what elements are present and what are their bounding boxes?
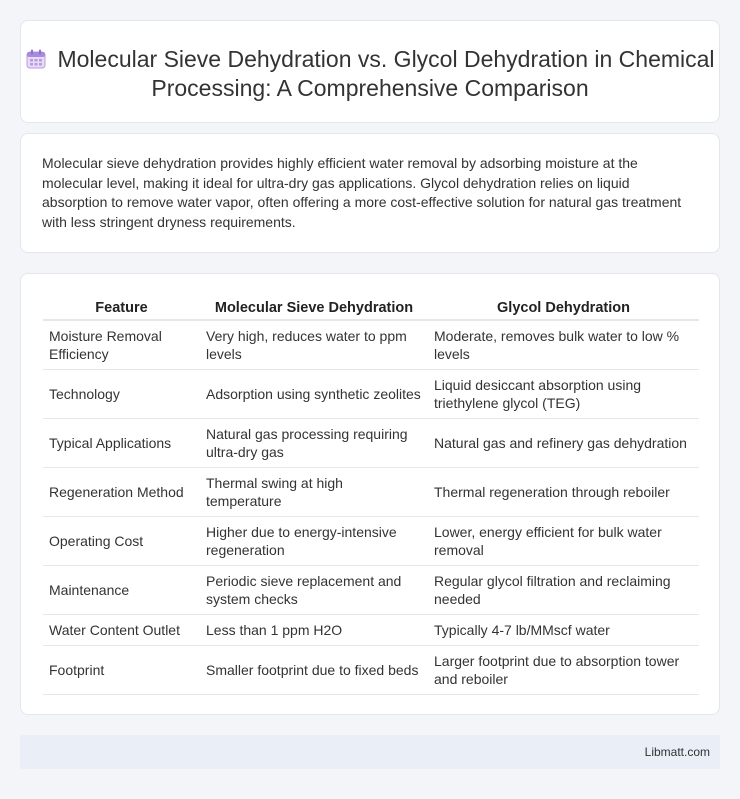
glycol-cell: Regular glycol filtration and reclaiming needed [428, 565, 699, 614]
glycol-cell: Typically 4-7 lb/MMscf water [428, 614, 699, 645]
feature-cell: Typical Applications [43, 418, 200, 467]
molecular-sieve-cell: Thermal swing at high temperature [200, 467, 428, 516]
summary-text: Molecular sieve dehydration provides highly efficient water removal by adsorbing moisture at the molecular level, making it ideal for ultra-dry gas applications. Glycol dehydration relies on liquid absorption to remove water vapor, often offering a more cost-effective solution for natural gas treatment with less stringent dryness requirements. [42, 155, 682, 230]
feature-cell: Technology [43, 369, 200, 418]
feature-cell: Regeneration Method [43, 467, 200, 516]
table-row [43, 418, 699, 467]
summary-card [20, 133, 720, 253]
table-row [43, 614, 699, 645]
molecular-sieve-cell: Higher due to energy-intensive regeneration [200, 516, 428, 565]
glycol-cell: Moderate, removes bulk water to low % levels [428, 320, 699, 369]
title-card [20, 20, 720, 123]
feature-cell: Maintenance [43, 565, 200, 614]
comparison-card [20, 273, 720, 715]
molecular-sieve-cell: Adsorption using synthetic zeolites [200, 369, 428, 418]
footer-site-link[interactable]: Libmatt.com [644, 745, 710, 759]
feature-cell: Footprint [43, 645, 200, 694]
page-title-text: Molecular Sieve Dehydration vs. Glycol Dehydration in Chemical Processing: A Comprehensive Comparison [57, 46, 715, 101]
table-row [43, 645, 699, 694]
molecular-sieve-cell: Smaller footprint due to fixed beds [200, 645, 428, 694]
molecular-sieve-cell: Natural gas processing requiring ultra-dry gas [200, 418, 428, 467]
table-row [43, 320, 699, 369]
feature-cell: Operating Cost [43, 516, 200, 565]
table-row [43, 467, 699, 516]
molecular-sieve-cell: Very high, reduces water to ppm levels [200, 320, 428, 369]
header-feature: Feature [43, 296, 200, 320]
molecular-sieve-cell: Less than 1 ppm H2O [200, 614, 428, 645]
glycol-cell: Thermal regeneration through reboiler [428, 467, 699, 516]
header-molecular-sieve: Molecular Sieve Dehydration [200, 296, 428, 320]
molecular-sieve-cell: Periodic sieve replacement and system checks [200, 565, 428, 614]
feature-cell: Moisture Removal Efficiency [43, 320, 200, 369]
table-row [43, 369, 699, 418]
table-header-row [43, 296, 699, 320]
calendar-icon [25, 48, 47, 70]
glycol-cell: Liquid desiccant absorption using triethylene glycol (TEG) [428, 369, 699, 418]
glycol-cell: Lower, energy efficient for bulk water removal [428, 516, 699, 565]
feature-cell: Water Content Outlet [43, 614, 200, 645]
comparison-table [43, 296, 699, 695]
glycol-cell: Natural gas and refinery gas dehydration [428, 418, 699, 467]
table-row [43, 516, 699, 565]
table-row [43, 565, 699, 614]
glycol-cell: Larger footprint due to absorption tower and reboiler [428, 645, 699, 694]
footer [20, 735, 720, 769]
page-title [21, 21, 719, 103]
header-glycol: Glycol Dehydration [428, 296, 699, 320]
